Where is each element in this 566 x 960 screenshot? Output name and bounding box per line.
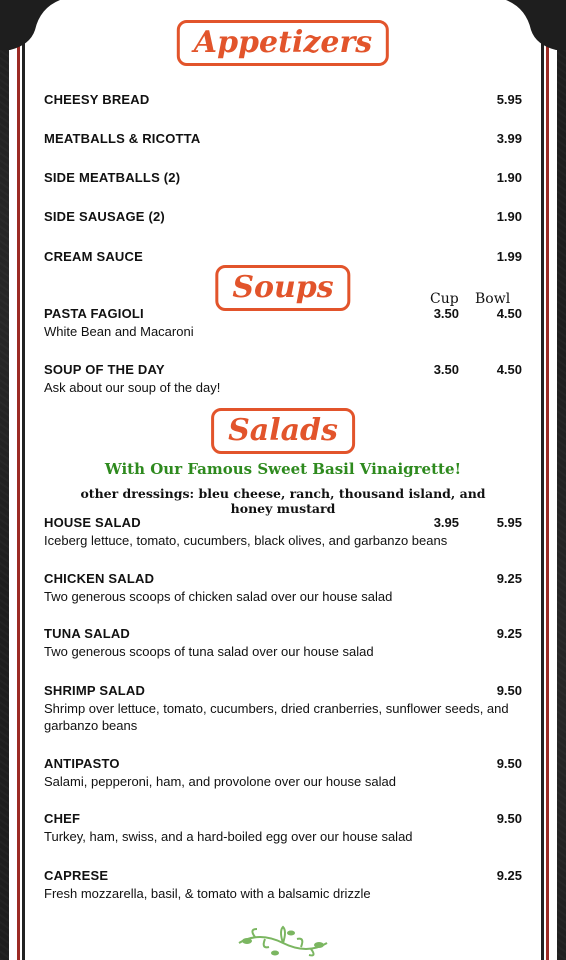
menu-item <box>44 306 522 340</box>
cup-price: 3.50 <box>433 306 459 321</box>
item-description: Turkey, ham, swiss, and a hard-boiled egg over our house salad <box>44 829 413 844</box>
item-name: SIDE MEATBALLS (2) <box>44 170 181 185</box>
vine-flourish-icon <box>235 925 331 959</box>
menu-item <box>44 868 522 902</box>
other-dressings-note: other dressings: bleu cheese, ranch, thousand island, and honey mustard <box>80 486 486 516</box>
menu-item <box>44 571 522 605</box>
menu-item <box>44 683 522 734</box>
salads-heading: Salads <box>211 408 355 454</box>
menu-item <box>44 170 522 185</box>
appetizers-heading: Appetizers <box>177 20 389 66</box>
bowl-price: 4.50 <box>496 306 522 321</box>
menu-item <box>44 811 522 845</box>
small-price: 3.95 <box>433 515 459 530</box>
item-name: MEATBALLS & RICOTTA <box>44 131 201 146</box>
item-name: SHRIMP SALAD <box>44 683 146 698</box>
cup-column-header: Cup <box>430 291 459 307</box>
bowl-price: 4.50 <box>496 362 522 377</box>
menu-item <box>44 92 522 107</box>
item-price: 5.95 <box>496 515 522 530</box>
item-name: ANTIPASTO <box>44 756 120 771</box>
item-name: CHICKEN SALAD <box>44 571 155 586</box>
menu-item <box>44 756 522 790</box>
item-price: 1.90 <box>496 209 522 224</box>
cup-price: 3.50 <box>433 362 459 377</box>
menu-item <box>44 131 522 146</box>
item-price: 5.95 <box>496 92 522 107</box>
menu-item <box>44 209 522 224</box>
item-price: 9.50 <box>496 756 522 771</box>
vinaigrette-tagline: With Our Famous Sweet Basil Vinaigrette! <box>104 460 462 478</box>
item-name: SIDE SAUSAGE (2) <box>44 209 165 224</box>
item-name: HOUSE SALAD <box>44 515 141 530</box>
item-description: White Bean and Macaroni <box>44 324 194 339</box>
item-price: 9.25 <box>496 571 522 586</box>
soups-heading: Soups <box>215 265 350 311</box>
corner-ornament-right <box>506 0 566 50</box>
item-price: 9.25 <box>496 868 522 883</box>
item-name: TUNA SALAD <box>44 626 131 641</box>
item-price: 9.25 <box>496 626 522 641</box>
item-description: Fresh mozzarella, basil, & tomato with a balsamic drizzle <box>44 886 371 901</box>
item-name: PASTA FAGIOLI <box>44 306 144 321</box>
menu-item <box>44 626 522 660</box>
item-description: Two generous scoops of tuna salad over our house salad <box>44 644 374 659</box>
menu-item <box>44 362 522 396</box>
bowl-column-header: Bowl <box>475 291 511 307</box>
item-description: Iceberg lettuce, tomato, cucumbers, black olives, and garbanzo beans <box>44 533 448 548</box>
item-name: CREAM SAUCE <box>44 249 143 264</box>
item-description: Ask about our soup of the day! <box>44 380 221 395</box>
menu-item <box>44 515 522 549</box>
item-name: SOUP OF THE DAY <box>44 362 165 377</box>
item-description: Salami, pepperoni, ham, and provolone over our house salad <box>44 774 396 789</box>
menu-item <box>44 249 522 264</box>
item-price: 9.50 <box>496 811 522 826</box>
item-price: 1.99 <box>496 249 522 264</box>
item-name: CHEF <box>44 811 81 826</box>
item-price: 9.50 <box>496 683 522 698</box>
item-price: 3.99 <box>496 131 522 146</box>
item-price: 1.90 <box>496 170 522 185</box>
item-description: Two generous scoops of chicken salad over our house salad <box>44 589 393 604</box>
item-name: CAPRESE <box>44 868 109 883</box>
item-name: CHEESY BREAD <box>44 92 150 107</box>
corner-ornament-left <box>0 0 60 50</box>
item-description: Shrimp over lettuce, tomato, cucumbers, dried cranberries, sunflower seeds, and garbanzo beans <box>44 701 509 733</box>
